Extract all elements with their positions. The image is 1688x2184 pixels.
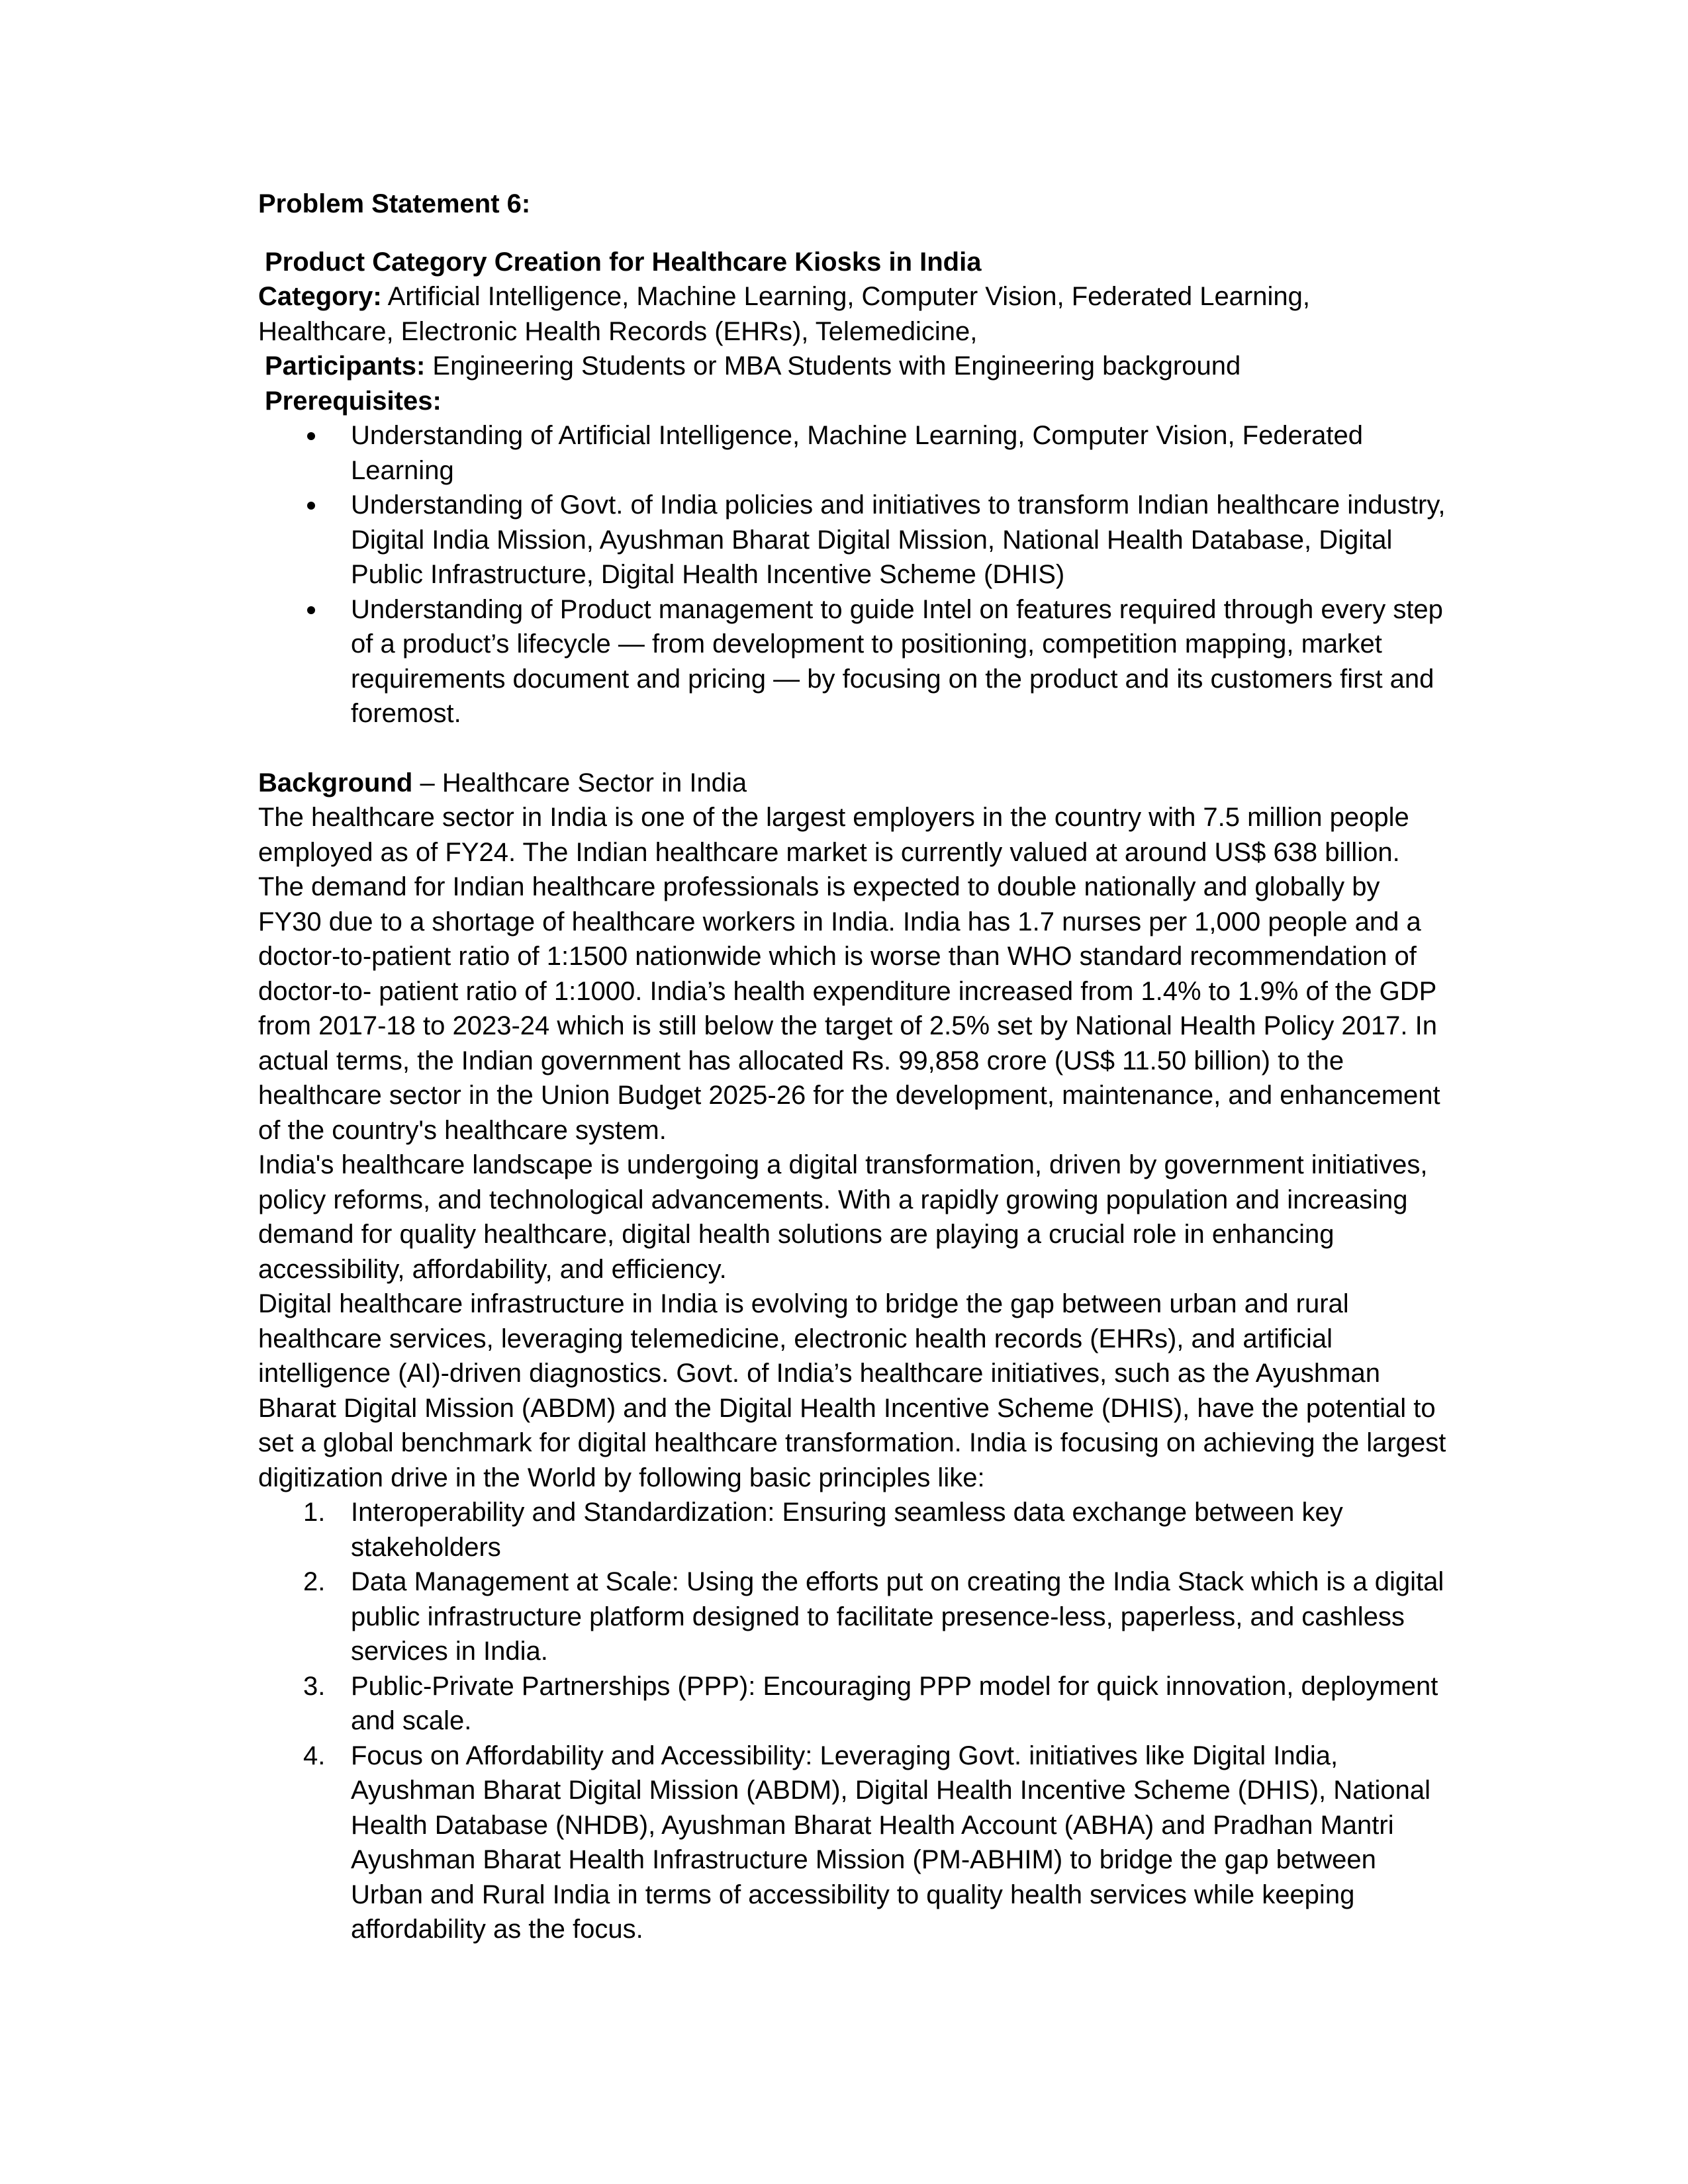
- participants-line: [258, 349, 1450, 384]
- principle-text: Focus on Affordability and Accessibility: Leveraging Govt. initiatives like Digital India, Ayushman Bharat Digital Mission (ABDM), Digital Health Incentive Scheme (DHIS), National Health Database (NHDB), Ayushman Bharat Health Account (ABHA) and Pradhan Mantri Ayushman Bharat Health Infrastructure Mission (PM-ABHIM) to bridge the gap between Urban and Rural India in terms of accessibility to quality health services while keeping affordability as the focus.: [351, 1741, 1430, 1944]
- background-label: Background: [258, 768, 413, 797]
- document-page: [258, 187, 1450, 1947]
- background-paragraph: The demand for Indian healthcare professionals is expected to double nationally and globally by FY30 due to a shortage of healthcare workers in India. India has 1.7 nurses per 1,000 people and a doctor-to-patient ratio of 1:1500 nationwide which is worse than WHO standard recommendation of doctor-to- patient ratio of 1:1000. India’s health expenditure increased from 1.4% to 1.9% of the GDP from 2017-18 to 2023-24 which is still below the target of 2.5% set by National Health Policy 2017. In actual terms, the Indian government has allocated Rs. 99,858 crore (US$ 11.50 billion) to the healthcare sector in the Union Budget 2025-26 for the development, maintenance, and enhancement of the country's healthcare system.: [258, 872, 1440, 1145]
- problem-statement-heading: Problem Statement 6:: [258, 189, 531, 218]
- category-label: Category:: [258, 282, 382, 311]
- list-number: 1.: [303, 1498, 326, 1527]
- background-heading: [258, 766, 1450, 801]
- bullet-icon: [307, 606, 315, 614]
- participants-label: Participants:: [265, 351, 426, 381]
- product-title: Product Category Creation for Healthcare Kiosks in India: [265, 247, 982, 277]
- list-item: [258, 1669, 1450, 1739]
- principle-text: Data Management at Scale: Using the efforts put on creating the India Stack which is a digital public infrastructure platform designed to facilitate presence-less, paperless, and cashless services in India.: [351, 1567, 1444, 1666]
- background-paragraph: The healthcare sector in India is one of the largest employers in the country with 7.5 million people employed as of FY24. The Indian healthcare market is currently valued at around US$ 638 billion.: [258, 803, 1409, 867]
- bullet-icon: [307, 432, 315, 440]
- prerequisite-text: Understanding of Govt. of India policies and initiatives to transform Indian healthcare industry, Digital India Mission, Ayushman Bharat Digital Mission, National Health Database, Digital Public Infrastructure, Digital Health Incentive Scheme (DHIS): [351, 490, 1446, 589]
- background-paragraph: India's healthcare landscape is undergoing a digital transformation, driven by government initiatives, policy reforms, and technological advancements. With a rapidly growing population and increasing demand for quality healthcare, digital health solutions are playing a crucial role in enhancing accessibility, affordability, and efficiency.: [258, 1150, 1428, 1284]
- principles-list: [258, 1495, 1450, 1947]
- bullet-icon: [307, 502, 315, 510]
- category-text: Artificial Intelligence, Machine Learning, Computer Vision, Federated Learning, Healthcare, Electronic Health Records (EHRs), Telemedicine,: [258, 282, 1310, 346]
- prerequisite-text: Understanding of Product management to guide Intel on features required through every step of a product’s lifecycle — from development to positioning, competition mapping, market requirements document and pricing — by focusing on the product and its customers first and foremost.: [351, 594, 1443, 728]
- background-paragraph: Digital healthcare infrastructure in India is evolving to bridge the gap between urban and rural healthcare services, leveraging telemedicine, electronic health records (EHRs), and artificial intelligence (AI)-driven diagnostics. Govt. of India’s healthcare initiatives, such as the Ayushman Bharat Digital Mission (ABDM) and the Digital Health Incentive Scheme (DHIS), have the potential to set a global benchmark for digital healthcare transformation. India is focusing on achieving the largest digitization drive in the World by following basic principles like:: [258, 1289, 1446, 1492]
- principle-text: Interoperability and Standardization: Ensuring seamless data exchange between key stakeholders: [351, 1498, 1343, 1562]
- category-line: [258, 279, 1450, 349]
- list-item: [258, 488, 1450, 592]
- list-item: [258, 592, 1450, 731]
- list-item: [258, 1739, 1450, 1947]
- list-number: 2.: [303, 1567, 326, 1596]
- list-item: [258, 418, 1450, 488]
- prerequisites-list: [258, 418, 1450, 731]
- prerequisite-text: Understanding of Artificial Intelligence, Machine Learning, Computer Vision, Federated Learning: [351, 421, 1364, 485]
- principle-text: Public-Private Partnerships (PPP): Encouraging PPP model for quick innovation, deployment and scale.: [351, 1671, 1438, 1735]
- participants-text: Engineering Students or MBA Students with Engineering background: [425, 351, 1241, 381]
- prerequisites-label: Prerequisites:: [265, 386, 442, 416]
- list-item: [258, 1495, 1450, 1565]
- list-number: 4.: [303, 1741, 326, 1770]
- list-item: [258, 1565, 1450, 1669]
- list-number: 3.: [303, 1671, 326, 1701]
- background-subtitle: – Healthcare Sector in India: [412, 768, 747, 797]
